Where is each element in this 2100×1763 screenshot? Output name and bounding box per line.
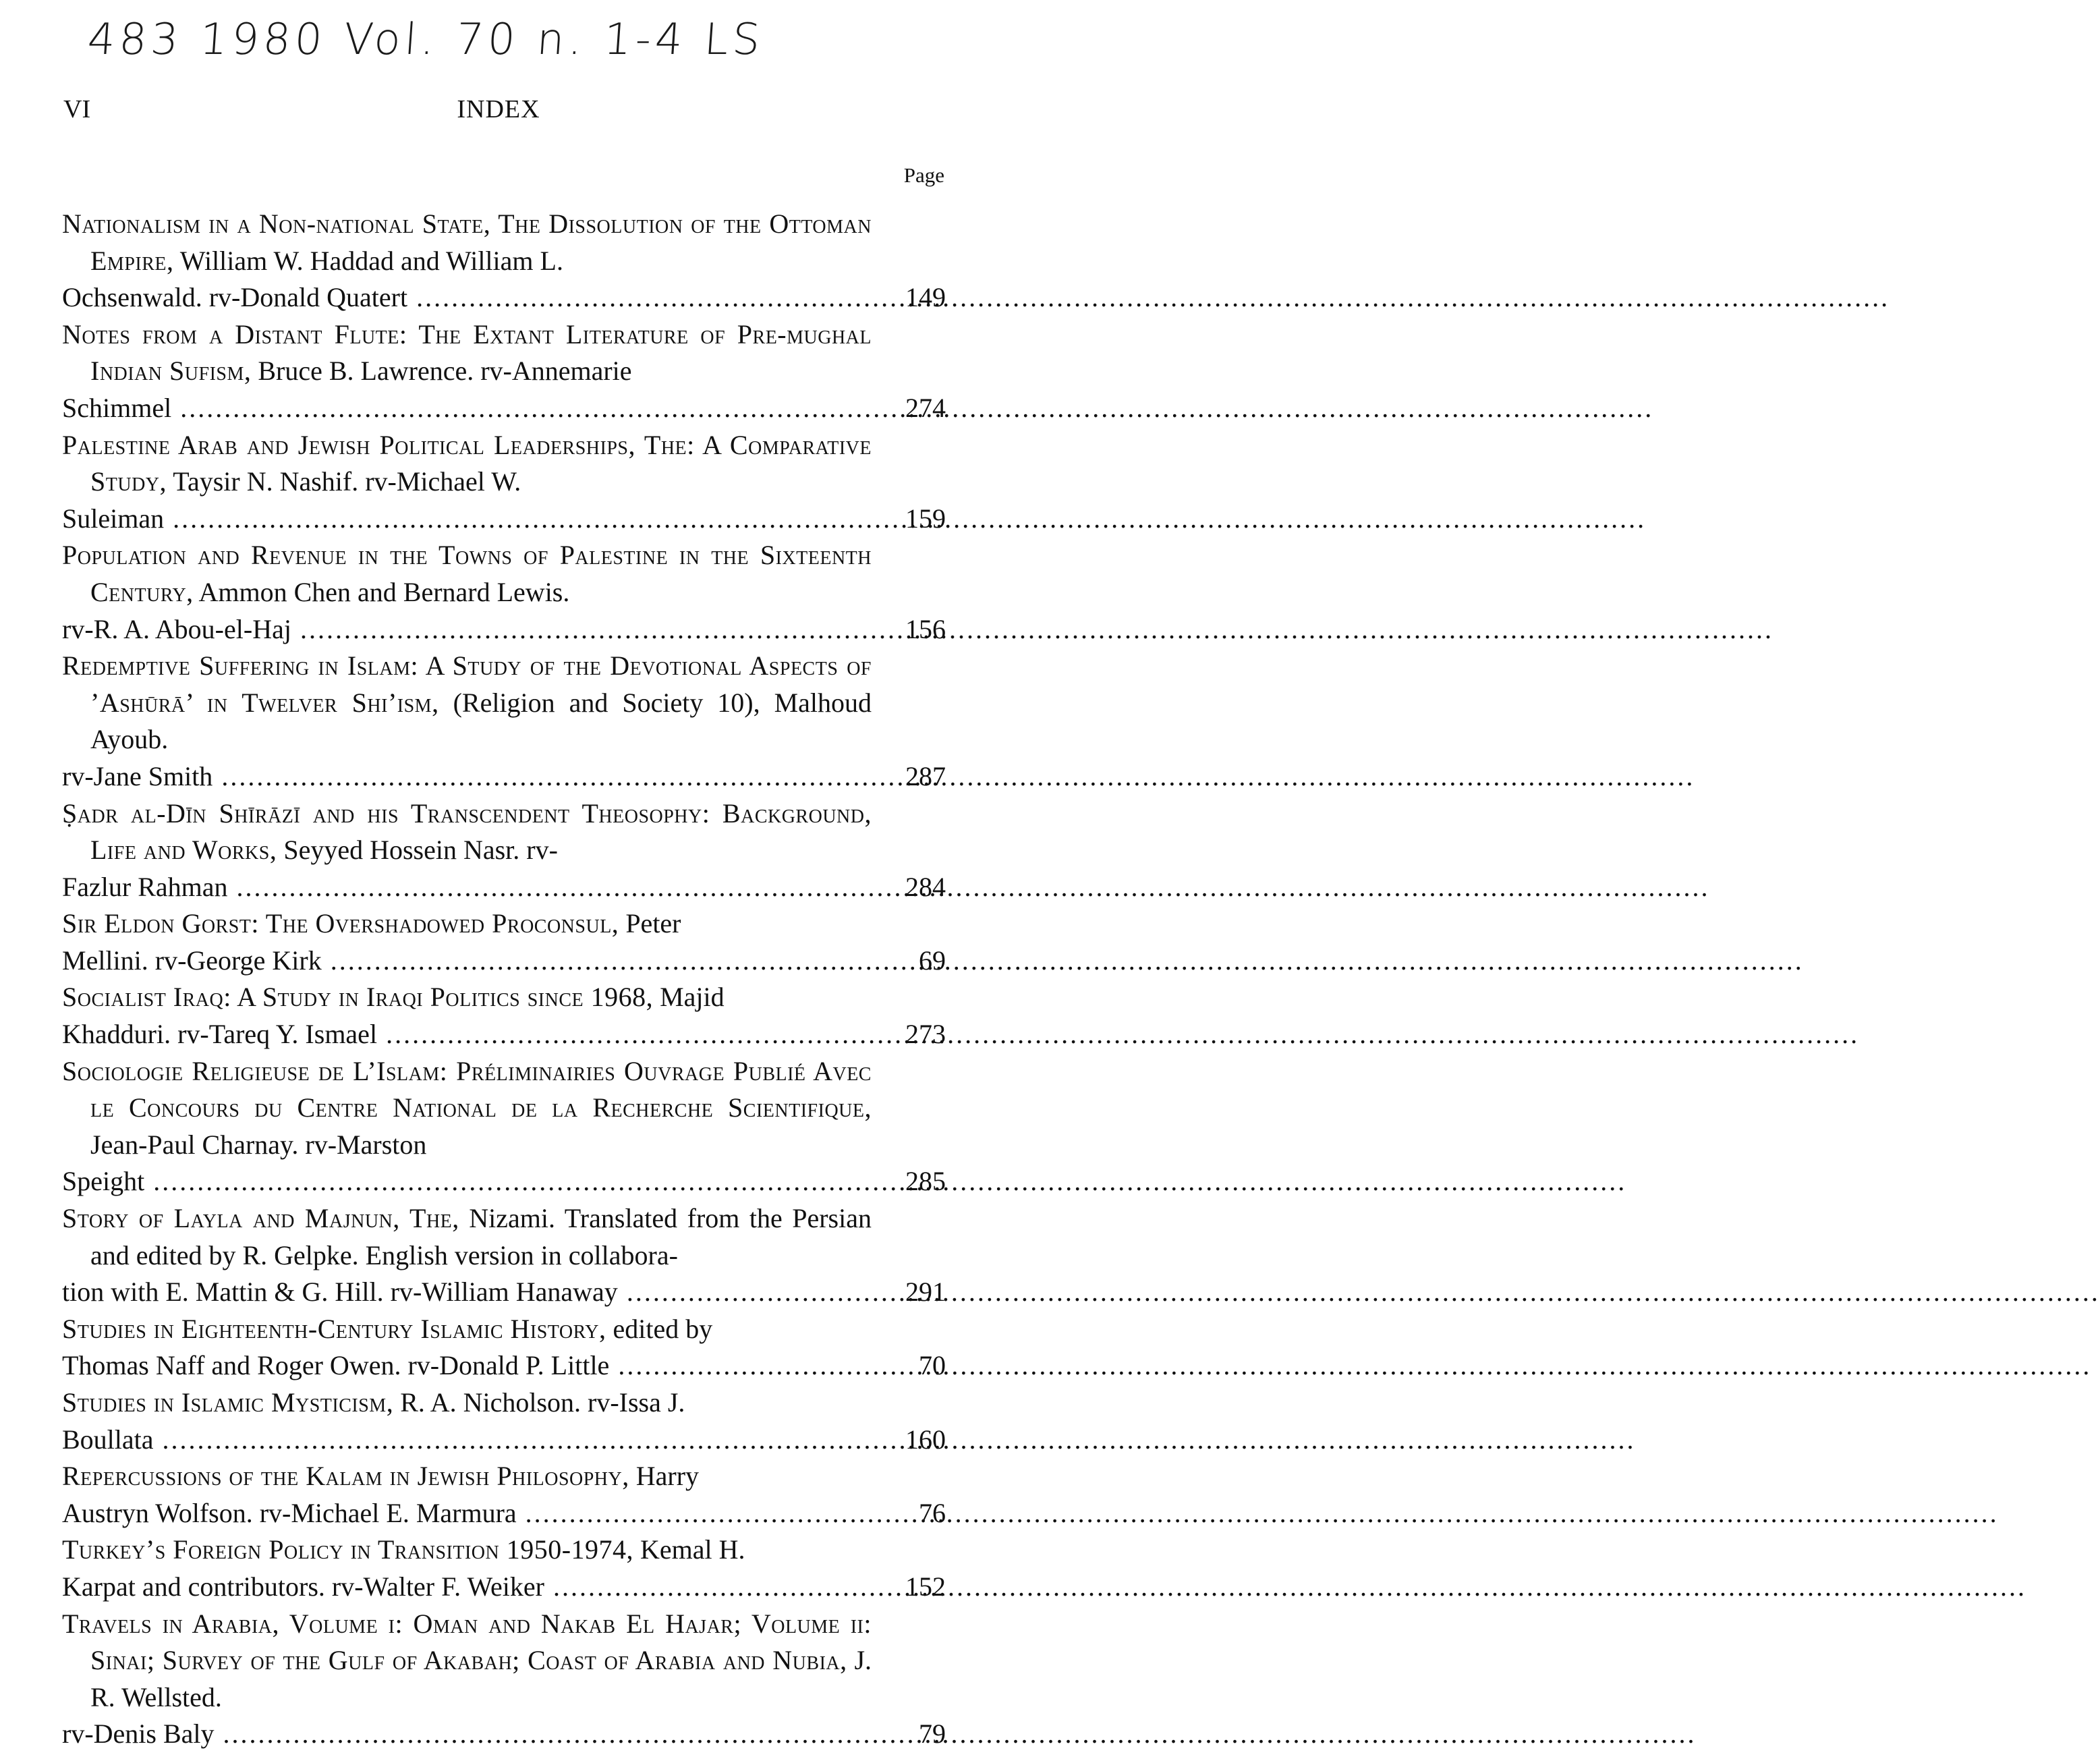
entry-page-number: 284: [905, 871, 946, 902]
entry-title: Palestine Arab and Jewish Political Leaderships, The: A Comparative Study,: [62, 429, 872, 497]
entry-title: Population and Revenue in the Towns of Palestine in the Sixteenth Century,: [62, 540, 872, 607]
entry-body: Ammon Chen and Bernard Lewis.: [198, 576, 570, 607]
entry-last-line: Schimmel .....: [62, 393, 1653, 423]
entry-page-number: 274: [905, 392, 946, 423]
entry-title: Nationalism in a Non-national State, The Dissolution of the Ottoman Empire,: [62, 208, 872, 276]
index-entry: [62, 1532, 946, 1605]
entry-last-line: tion with E. Mattin & G. Hill. rv-William Hanaway .....: [62, 1277, 2100, 1307]
entry-title: Studies in Eighteenth-Century Islamic History,: [62, 1313, 606, 1344]
index-entry: [62, 1053, 946, 1200]
entry-page-number: 160: [905, 1424, 946, 1455]
entry-title: Notes from a Distant Flute: The Extant Literature of Pre-mughal Indian Sufism,: [62, 318, 872, 387]
entry-page-number: 76: [919, 1497, 946, 1528]
entry-title: Ṣadr al-Dīn Shīrāzī and his Transcendent Theosophy: Background, Life and Works,: [62, 797, 872, 866]
entry-title: Sociologie Religieuse de L’Islam: Préliminairies Ouvrage Publié Avec le Concours du Centre National de la Recherche Scientifique,: [62, 1055, 872, 1123]
entry-last-line: Speight .....: [62, 1166, 1626, 1196]
entry-title: Studies in Islamic Mysticism,: [62, 1387, 394, 1418]
entry-last-line: rv-Jane Smith .....: [62, 761, 1695, 791]
page-column-label: Page: [903, 163, 944, 187]
entry-title: Travels in Arabia, Volume i: Oman and Nakab El Hajar; Volume ii: Sinai; Survey of the Gulf of Akabah; Coast of Arabia and Nubia,: [62, 1608, 872, 1676]
index-entry: [62, 1606, 946, 1753]
index-entry: [62, 206, 946, 316]
handwritten-shelf-note: 483 1980 Vol. 70 n. 1-4 LS: [86, 15, 766, 65]
entry-body: Seyyed Hossein Nasr. rv-: [283, 835, 558, 866]
entry-title: Story of Layla and Majnun, The,: [62, 1203, 459, 1234]
entry-last-line: Mellini. rv-George Kirk .....: [62, 945, 1804, 976]
entry-page-number: 285: [905, 1166, 946, 1197]
entry-last-line: Karpat and contributors. rv-Walter F. Weiker .....: [62, 1571, 2026, 1602]
entry-body: (Religion and Society 10), Malhoud Ayoub.: [90, 687, 872, 755]
entry-body: Peter: [625, 908, 681, 939]
entry-body: Jean-Paul Charnay. rv-Marston: [90, 1129, 427, 1160]
entry-last-line: rv-R. A. Abou-el-Haj .....: [62, 614, 1773, 644]
entry-title: Redemptive Suffering in Islam: A Study of the Devotional Aspects of ’Ashūrā’ in Twelver Shi’ism,: [62, 650, 872, 718]
entry-body: William W. Haddad and William L.: [179, 245, 563, 276]
entry-title: Repercussions of the Kalam in Jewish Philosophy,: [62, 1461, 629, 1492]
entry-page-number: 273: [905, 1019, 946, 1050]
entry-last-line: Boullata .....: [62, 1424, 1636, 1455]
entry-body: J. R. Wellsted.: [90, 1645, 872, 1712]
index-entry: [62, 905, 946, 979]
folio-number: VI: [63, 95, 91, 123]
entry-last-line: rv-Denis Baly .....: [62, 1718, 1697, 1749]
index-entries: [62, 206, 946, 1753]
entry-last-line: Fazlur Rahman .....: [62, 872, 1710, 902]
entry-last-line: Ochsenwald. rv-Donald Quatert .....: [62, 282, 1890, 312]
entry-last-line: Thomas Naff and Roger Owen. rv-Donald P. Little .....: [62, 1350, 2091, 1380]
entry-body: Majid: [660, 982, 725, 1013]
entry-body: Harry: [635, 1461, 700, 1492]
index-entry: [62, 648, 946, 795]
entry-last-line: Austryn Wolfson. rv-Michael E. Marmura .....: [62, 1498, 1999, 1528]
index-entry: [62, 537, 946, 648]
entry-page-number: 149: [905, 282, 946, 313]
entry-page-number: 159: [905, 503, 946, 534]
page-title: INDEX: [457, 95, 540, 123]
entry-title: Turkey’s Foreign Policy in Transition 1950-1974,: [62, 1534, 634, 1565]
entry-last-line: Khadduri. rv-Tareq Y. Ismael .....: [62, 1019, 1859, 1049]
entry-title: Sir Eldon Gorst: The Overshadowed Proconsul,: [62, 908, 619, 939]
entry-body: Kemal H.: [640, 1534, 745, 1565]
index-entry: [62, 1311, 946, 1384]
index-entry: [62, 795, 946, 906]
index-entry: [62, 316, 946, 427]
entry-last-line: Suleiman .....: [62, 503, 1646, 534]
entry-body: edited by: [613, 1313, 713, 1344]
entry-page-number: 79: [919, 1718, 946, 1750]
entry-body: Nizami. Translated from the Persian and edited by R. Gelpke. English version in collabora-: [90, 1203, 872, 1270]
entry-body: R. A. Nicholson. rv-Issa J.: [400, 1387, 685, 1418]
entry-page-number: 152: [905, 1571, 946, 1602]
entry-page-number: 291: [905, 1277, 946, 1308]
entry-body: Taysir N. Nashif. rv-Michael W.: [173, 466, 521, 497]
entry-page-number: 156: [905, 613, 946, 644]
entry-title: Socialist Iraq: A Study in Iraqi Politics since 1968,: [62, 982, 654, 1013]
index-entry: [62, 1200, 946, 1311]
entry-body: Bruce B. Lawrence. rv-Annemarie: [258, 356, 632, 387]
index-entry: [62, 979, 946, 1053]
index-entry: [62, 427, 946, 538]
index-entry: [62, 1384, 946, 1458]
entry-page-number: 70: [919, 1350, 946, 1381]
entry-page-number: 69: [919, 945, 946, 976]
index-entry: [62, 1458, 946, 1532]
entry-page-number: 287: [905, 760, 946, 791]
